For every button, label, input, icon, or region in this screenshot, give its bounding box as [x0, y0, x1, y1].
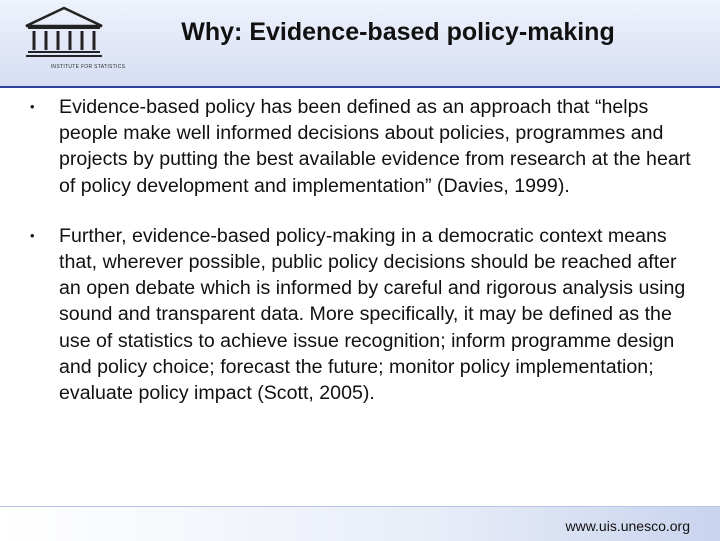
bullet-icon: •: [30, 227, 35, 243]
bullet-text: Evidence-based policy has been defined as an approach that “helps people make well informed decisions about policies, programmes and projects by putting the best available evidence from research at the heart of policy development and implementation” (Davies, 1999).: [59, 96, 691, 197]
logo-subtext: INSTITUTE FOR STATISTICS: [50, 64, 126, 70]
bullet-text: Further, evidence-based policy-making in a democratic context means that, wherever possible, public policy decisions should be reached after an open debate which is informed by careful and rigorous analysis using sound and transparent data. More specifically, it may be defined as the use of statistics to achieve issue recognition; inform programme design and policy choice; forecast the future; monitor policy implementation; evaluate policy impact (Scott, 2005).: [59, 224, 686, 405]
unesco-logo: [24, 6, 126, 70]
bullet-list: [26, 94, 696, 430]
slide-footer: [0, 506, 720, 541]
bullet-item-democratic-context: [26, 223, 696, 406]
bullet-icon: •: [30, 99, 35, 114]
slide-title: Why: Evidence-based policy-making: [181, 18, 615, 46]
footer-url: www.uis.unesco.org: [565, 518, 690, 534]
bullet-item-definition: [26, 94, 696, 199]
slide-header: [0, 0, 720, 88]
